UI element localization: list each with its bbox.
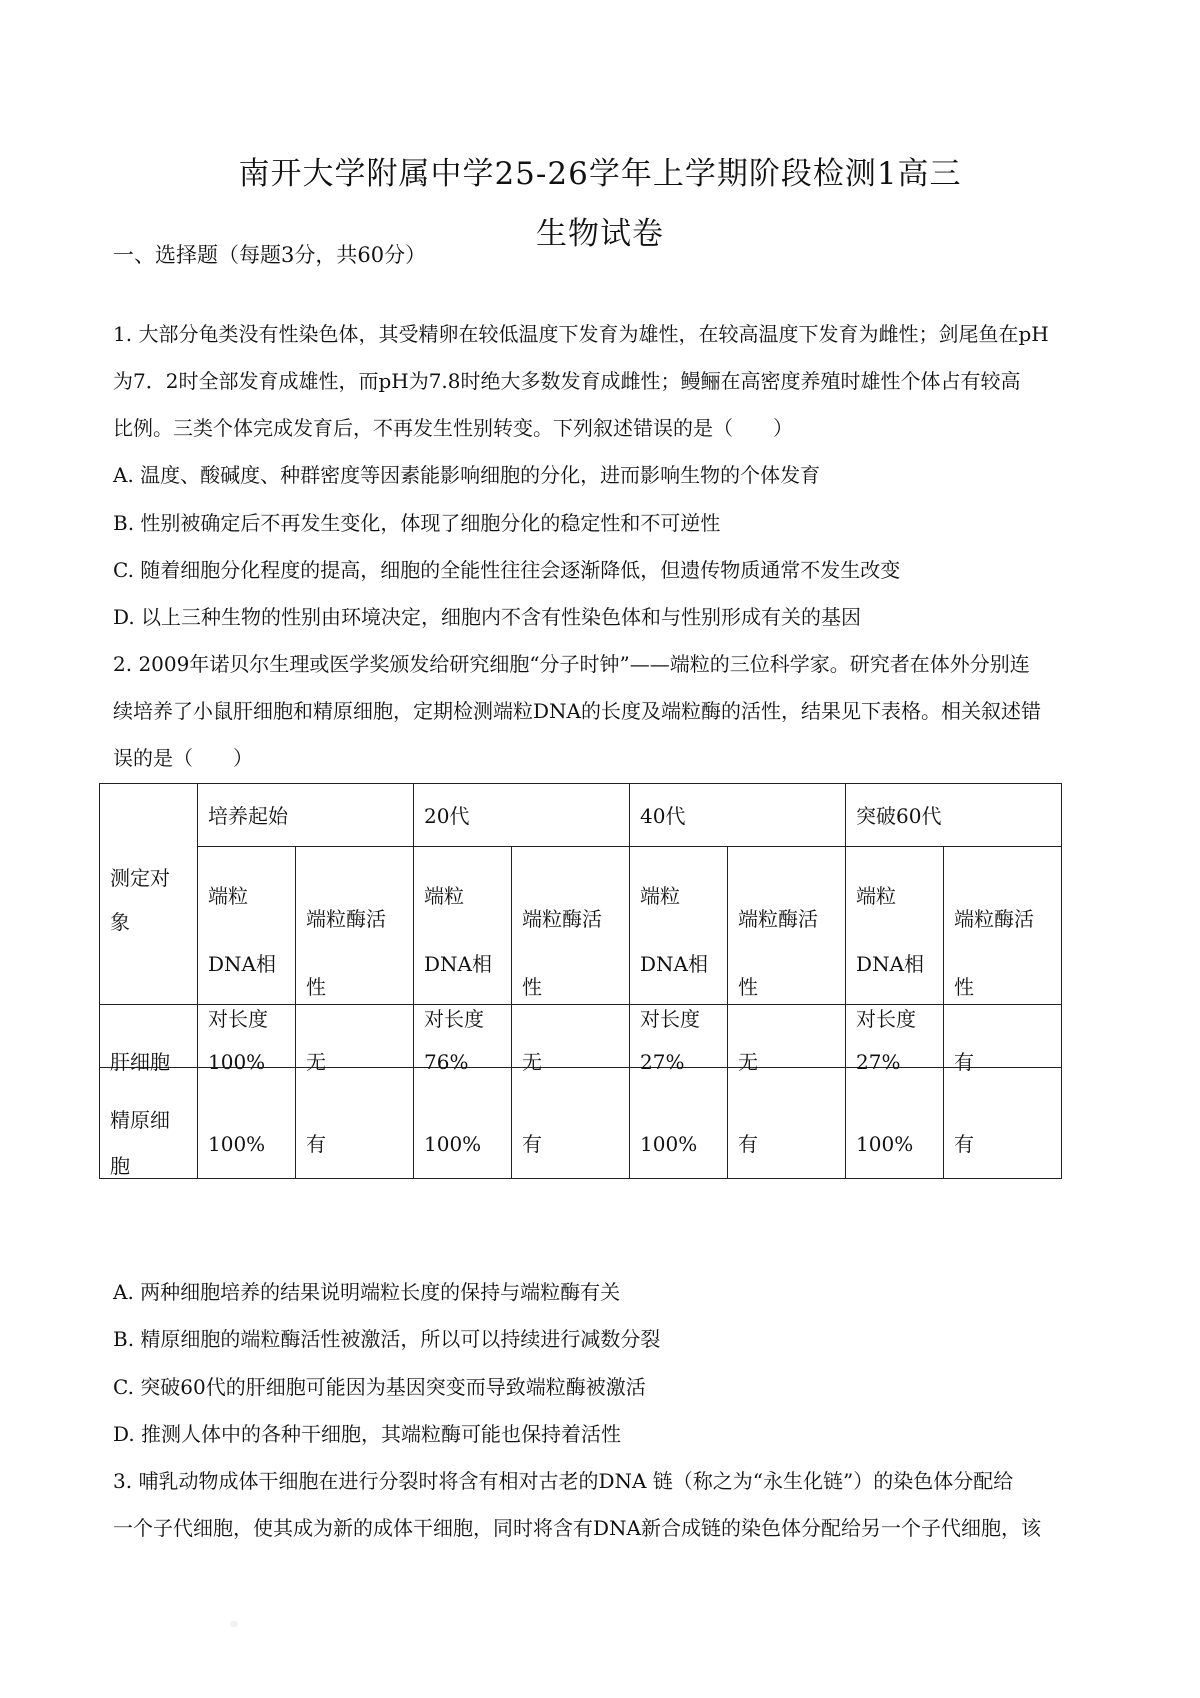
q1-stem-line: 1. 大部分龟类没有性染色体，其受精卵在较低温度下发育为雄性，在较高温度下发育为雌性；剑尾鱼在pH <box>113 322 1049 346</box>
q2-option-c[interactable]: C. 突破60代的肝细胞可能因为基因突变而导致端粒酶被激活 <box>113 1375 646 1399</box>
cell-value: 100% <box>856 1132 914 1156</box>
table-cell: 对长度 <box>198 1005 296 1068</box>
table-cell <box>728 1050 846 1179</box>
table-cell <box>296 1050 414 1179</box>
subheader-text: DNA相 <box>208 952 276 976</box>
subheader-text: 端粒 <box>640 884 681 908</box>
table-period-header: 培养起始 <box>198 784 414 847</box>
q2-stem-line: 续培养了小鼠肝细胞和精原细胞，定期检测端粒DNA的长度及端粒酶的活性，结果见下表格。相关叙述错 <box>113 699 1041 723</box>
table-subheader-enzyme <box>728 847 846 1005</box>
cell-value: 有 <box>738 1132 759 1156</box>
table-cell <box>512 1050 630 1179</box>
table-subheader-dna <box>198 847 296 1005</box>
cell-value: 有 <box>522 1132 542 1156</box>
row-label-text: 胞 <box>110 1154 130 1178</box>
cell-value: 有 <box>306 1132 326 1156</box>
q1-option-d[interactable]: D. 以上三种生物的性别由环境决定，细胞内不含有性染色体和与性别形成有关的基因 <box>113 605 862 629</box>
q2-option-d[interactable]: D. 推测人体中的各种干细胞，其端粒酶可能也保持着活性 <box>113 1422 622 1446</box>
table-subheader-dna <box>846 847 944 1005</box>
subheader-text: 端粒酶活 <box>522 907 602 931</box>
subheader-text: DNA相 <box>640 952 708 976</box>
table-subheader-enzyme <box>944 847 1062 1005</box>
q1-option-a[interactable]: A. 温度、酸碱度、种群密度等因素能影响细胞的分化，进而影响生物的个体发育 <box>113 463 821 487</box>
table-cell <box>846 1050 944 1179</box>
cell-value: 有 <box>954 1132 975 1156</box>
subheader-text: DNA相 <box>424 952 492 976</box>
subheader-text: 端粒 <box>856 884 897 908</box>
subheader-text: 性 <box>738 975 759 999</box>
subheader-text: 性 <box>306 975 326 999</box>
subheader-text: DNA相 <box>856 952 925 976</box>
table-period-header: 突破60代 <box>846 784 1062 847</box>
row-label-text: 精原细 <box>110 1108 170 1132</box>
table-cell <box>414 1050 512 1179</box>
table-subheader-dna <box>630 847 728 1005</box>
row-label-text: 肝细胞 <box>110 1050 170 1074</box>
table-cell: 对长度 <box>414 1005 512 1068</box>
table-subheader-enzyme <box>296 847 414 1005</box>
cell-value: 100% <box>208 1132 266 1156</box>
cell-value: 27% <box>640 1050 685 1074</box>
page-title: 南开大学附属中学25-26学年上学期阶段检测1高三 <box>238 156 962 192</box>
cell-value: 100% <box>424 1132 482 1156</box>
subheader-text: 性 <box>954 975 975 999</box>
cell-value: 有 <box>954 1050 975 1074</box>
q1-option-c[interactable]: C. 随着细胞分化程度的提高，细胞的全能性往往会逐渐降低，但遗传物质通常不发生改变 <box>113 558 901 582</box>
cell-value: 无 <box>522 1050 542 1074</box>
q2-option-a[interactable]: A. 两种细胞培养的结果说明端粒长度的保持与端粒酶有关 <box>113 1280 621 1304</box>
q2-option-b[interactable]: B. 精原细胞的端粒酶活性被激活，所以可以持续进行减数分裂 <box>113 1327 661 1351</box>
cell-value: 100% <box>640 1132 698 1156</box>
table-row-header <box>100 784 198 1005</box>
q1-stem-line: 比例。三类个体完成发育后，不再发生性别转变。下列叙述错误的是（ ） <box>113 416 793 440</box>
page-subtitle: 生物试卷 <box>536 216 664 252</box>
q1-option-b[interactable]: B. 性别被确定后不再发生变化，体现了细胞分化的稳定性和不可逆性 <box>113 511 721 535</box>
table-period-header: 40代 <box>630 784 846 847</box>
q3-stem-line: 3. 哺乳动物成体干细胞在进行分裂时将含有相对古老的DNA 链（称之为“永生化链”）的染色体分配给 <box>113 1469 1014 1493</box>
row-header-text: 测定对 <box>110 866 170 890</box>
table-cell: 对长度 <box>630 1005 728 1068</box>
section-heading: 一、选择题（每题3分，共60分） <box>113 243 427 267</box>
subheader-text: 端粒 <box>424 884 464 908</box>
cell-value: 无 <box>738 1050 759 1074</box>
cell-value: 无 <box>306 1050 326 1074</box>
q2-stem-line: 误的是（ ） <box>113 746 253 770</box>
table-subheader-enzyme <box>512 847 630 1005</box>
subheader-text: 端粒酶活 <box>954 907 1035 931</box>
telomere-table <box>99 783 1062 1179</box>
row-header-text: 象 <box>110 910 130 934</box>
subheader-text: 端粒 <box>208 884 248 908</box>
cell-value: 76% <box>424 1050 469 1074</box>
q3-stem-line: 一个子代细胞，使其成为新的成体干细胞，同时将含有DNA新合成链的染色体分配给另一个子代细胞，该 <box>113 1516 1041 1540</box>
scan-mark <box>230 1621 238 1627</box>
subheader-text: 端粒酶活 <box>306 907 386 931</box>
q2-stem-line: 2. 2009年诺贝尔生理或医学奖颁发给研究细胞“分子时钟”——端粒的三位科学家。研究者在体外分别连 <box>113 652 1030 676</box>
subheader-text: 性 <box>522 975 542 999</box>
cell-value: 27% <box>856 1050 901 1074</box>
table-cell <box>630 1050 728 1179</box>
subheader-text: 端粒酶活 <box>738 907 819 931</box>
table-cell <box>198 1050 296 1179</box>
table-subheader-dna <box>414 847 512 1005</box>
table-row-label <box>100 1050 198 1179</box>
cell-value: 100% <box>208 1050 266 1074</box>
table-period-header: 20代 <box>414 784 630 847</box>
q1-stem-line: 为7．2时全部发育成雄性，而pH为7.8时绝大多数发育成雌性；鳗鲡在高密度养殖时雄性个体占有较高 <box>113 369 1021 393</box>
table-cell: 对长度 <box>846 1005 944 1068</box>
table-cell <box>944 1050 1062 1179</box>
